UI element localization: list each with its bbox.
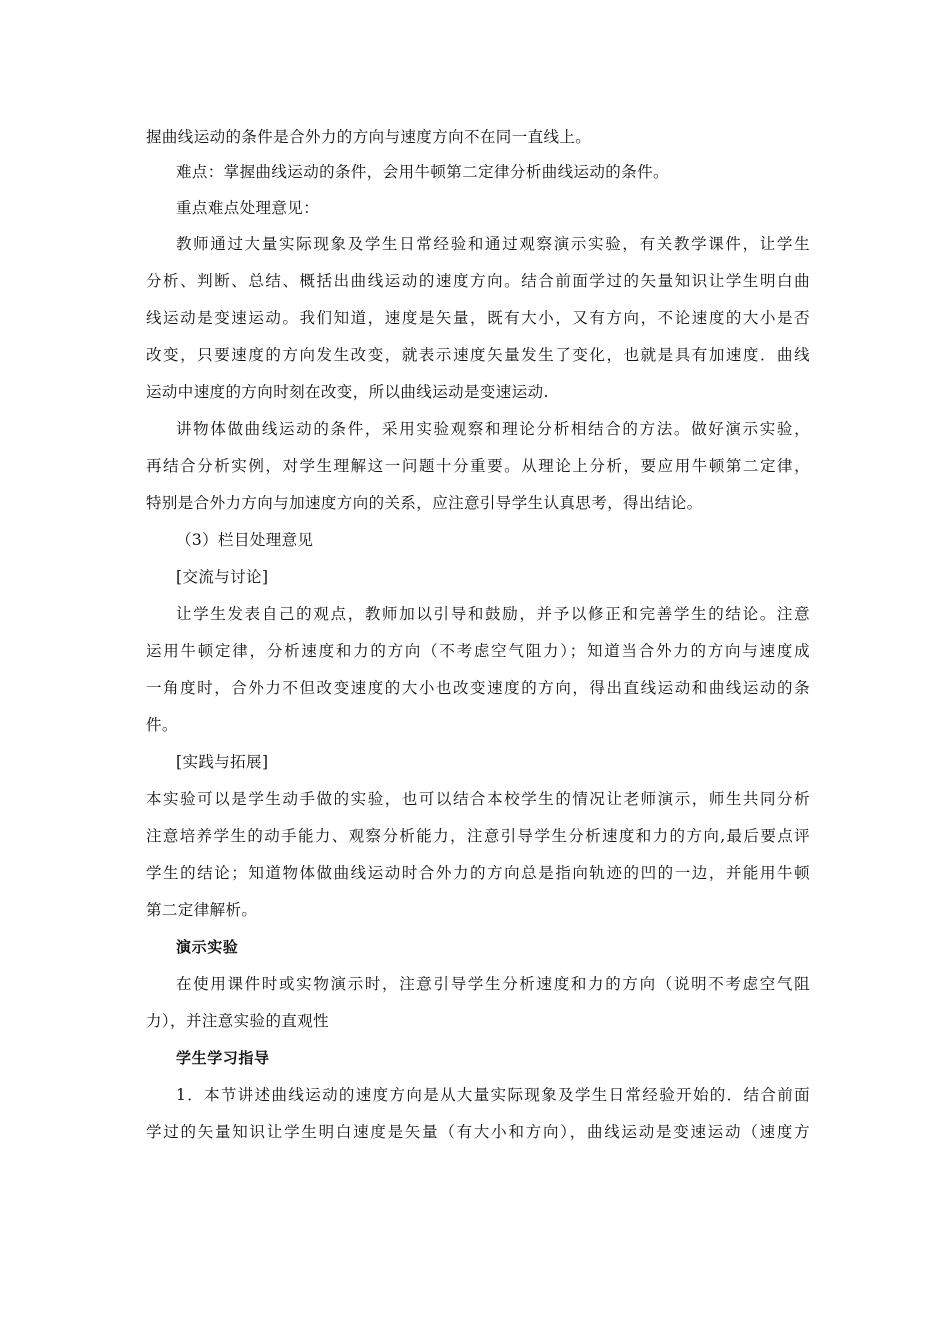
text-line: 第二定律解析。: [146, 901, 258, 919]
text-line: 讲物体做曲线运动的条件，采用实验观察和理论分析相结合的方法。做好演示实验，: [176, 420, 810, 438]
text-line: 学过的矢量知识让学生明白速度是矢量（有大小和方向），曲线运动是变速运动（速度方: [146, 1123, 810, 1141]
text-line: 教师通过大量实际现象及学生日常经验和通过观察演示实验，有关教学课件，让学生: [176, 235, 810, 253]
text-line: 线运动是变速运动。我们知道，速度是矢量，既有大小，又有方向，不论速度的大小是否: [146, 309, 810, 327]
text-line: 件。: [146, 716, 178, 734]
section-tag: [实践与拓展]: [176, 753, 269, 771]
text-line: 分析、判断、总结、概括出曲线运动的速度方向。结合前面学过的矢量知识让学生明白曲: [146, 272, 810, 290]
text-line: 运用牛顿定律，分析速度和力的方向（不考虑空气阻力）；知道当合外力的方向与速度成: [146, 642, 810, 660]
text-line: 握曲线运动的条件是合外力的方向与速度方向不在同一直线上。: [146, 128, 592, 146]
text-line: 难点：掌握曲线运动的条件，会用牛顿第二定律分析曲线运动的条件。: [176, 163, 669, 181]
text-line: 运动中速度的方向时刻在改变，所以曲线运动是变速运动.: [146, 383, 549, 401]
section-heading: 学生学习指导: [176, 1049, 270, 1067]
section-heading: 演示实验: [176, 938, 239, 956]
text-line: 力），并注意实验的直观性: [146, 1012, 330, 1030]
subsection-heading: （3）栏目处理意见: [176, 531, 314, 549]
text-line: 1．本节讲述曲线运动的速度方向是从大量实际现象及学生日常经验开始的．结合前面: [176, 1086, 810, 1104]
text-line: 学生的结论；知道物体做曲线运动时合外力的方向总是指向轨迹的凹的一边，并能用牛顿: [146, 864, 810, 882]
text-line: 一角度时，合外力不但改变速度的大小也改变速度的方向，得出直线运动和曲线运动的条: [146, 679, 810, 697]
text-line: 再结合分析实例，对学生理解这一问题十分重要。从理论上分析，要应用牛顿第二定律，: [146, 457, 810, 475]
section-tag: [交流与讨论]: [176, 568, 269, 586]
text-line: 重点难点处理意见：: [176, 199, 320, 217]
text-line: 改变，只要速度的方向发生改变，就表示速度矢量发生了变化，也就是具有加速度．曲线: [146, 346, 810, 364]
text-line: 让学生发表自己的观点，教师加以引导和鼓励，并予以修正和完善学生的结论。注意: [176, 605, 810, 623]
text-line: 特别是合外力方向与加速度方向的关系，应注意引导学生认真思考，得出结论。: [146, 494, 703, 512]
text-line: 本实验可以是学生动手做的实验，也可以结合本校学生的情况让老师演示，师生共同分析: [146, 790, 810, 808]
text-line: 注意培养学生的动手能力、观察分析能力，注意引导学生分析速度和力的方向,最后要点评: [146, 827, 810, 845]
text-line: 在使用课件时或实物演示时，注意引导学生分析速度和力的方向（说明不考虑空气阻: [176, 975, 810, 993]
